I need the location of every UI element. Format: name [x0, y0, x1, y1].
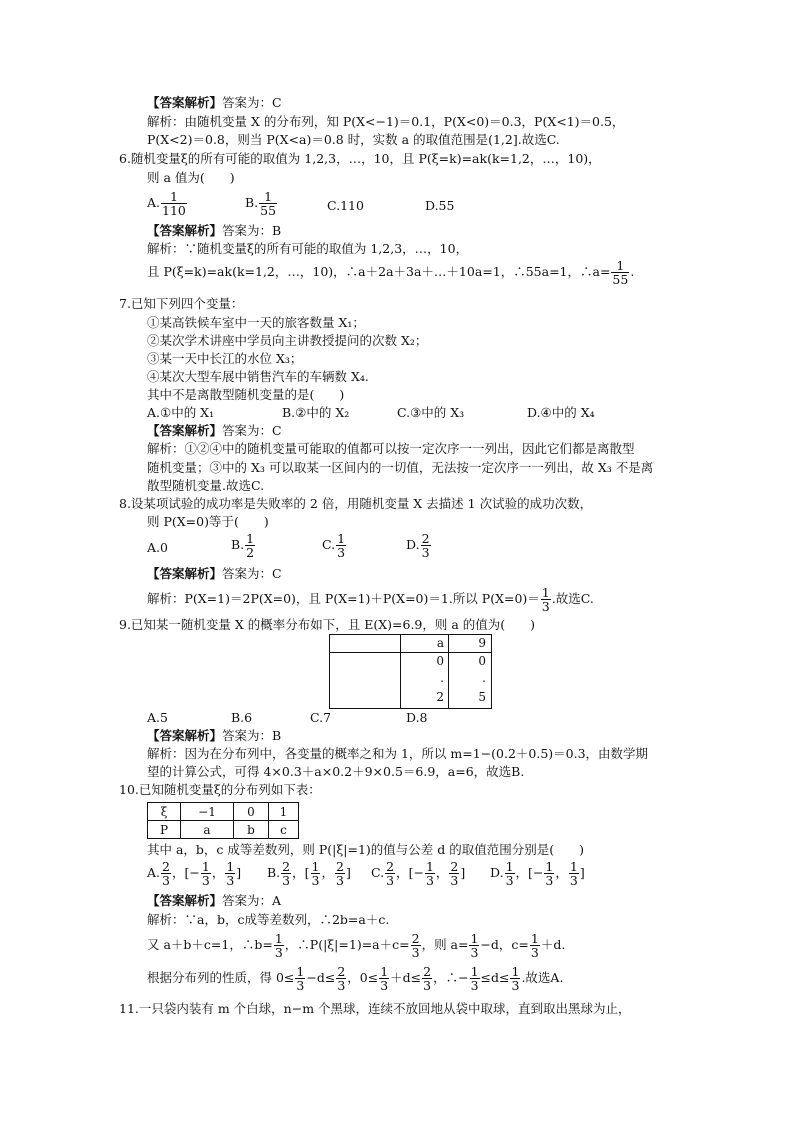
q6-answer: 答案为：B	[222, 223, 282, 238]
q9-opt-c: C.7	[310, 710, 332, 725]
q8-answer: 答案为：C	[222, 566, 282, 581]
table-cell: 1	[269, 803, 299, 821]
q6-opt-b: B. $\frac{1}{55}$	[245, 189, 277, 218]
q8-analysis: 解析：P(X=1)＝2P(X=0)，且 P(X=1)＋P(X=0)＝1.所以 P(X=0)＝ $\frac{1}{3}$ .故选C.	[147, 585, 594, 614]
q11-stem: 11.一只袋内装有 m 个白球，n−m 个黑球，连续不放回地从袋中取球，直到取出黑球为止，	[119, 1001, 631, 1016]
q9-cell: 2	[436, 690, 444, 704]
q9-cell: a	[436, 636, 444, 650]
table-cell: c	[269, 821, 299, 839]
q8-opt-b: B. $\frac{1}{2}$	[231, 531, 255, 560]
q10-stem: 10.已知随机变量ξ的分布列如下表：	[119, 782, 321, 797]
q10-opt-a: A. $\frac{2}{3}$ ，[− $\frac{1}{3}$ ， $\frac{1}{3}$ ]	[147, 859, 242, 888]
q7-item-3: ③某一天中长江的水位 X₃；	[147, 351, 303, 366]
q10-answer-line: 【答案解析】答案为：A	[147, 893, 282, 908]
q10-opt-b: B. $\frac{2}{3}$ ，[ $\frac{1}{3}$ ， $\frac{2}{3}$ ]	[267, 859, 351, 888]
q5-answer: 答案为：C	[222, 95, 282, 110]
q6-analysis-1: 解析：∵随机变量ξ的所有可能的取值为 1,2,3，…，10，	[147, 241, 469, 256]
q5-analysis-2: P(X<2)＝0.8，则当 P(X<a)＝0.8 时，实数 a 的取值范围是(1,2].故选C.	[147, 132, 560, 147]
q9-opt-a: A.5	[147, 710, 168, 725]
q8-answer-line: 【答案解析】答案为：C	[147, 566, 282, 581]
q7-opt-c: C.③中的 X₃	[397, 405, 465, 420]
q9-answer: 答案为：B	[222, 728, 282, 743]
q5-answer-line	[147, 95, 282, 111]
q9-cell: 9	[478, 636, 486, 650]
q10-analysis-2: 又 a＋b＋c=1，∴b= $\frac{1}{3}$ ，∴P(|ξ|=1)=a＋c= $\frac{2}{3}$ ，则 a= $\frac{1}{3}$ −d，c= $\frac{1}{3}$ ＋d.	[147, 931, 566, 960]
q6-opt-c: C.110	[327, 198, 364, 213]
table-cell: 0	[234, 803, 269, 821]
q6-answer-line: 【答案解析】答案为：B	[147, 223, 282, 238]
q9-cell: 0	[436, 654, 444, 668]
q7-analysis-3: 散型随机变量.故选C.	[147, 478, 265, 493]
q9-distribution-table	[329, 634, 492, 709]
q9-cell: 5	[478, 690, 486, 704]
table-cell: b	[234, 821, 269, 839]
q7-question: 其中不是离散型随机变量的是( )	[147, 387, 345, 402]
q8-stem-1: 8.设某项试验的成功率是失败率的 2 倍，用随机变量 X 去描述 1 次试验的成功次数，	[119, 496, 593, 511]
q8-opt-c: C. $\frac{1}{3}$	[322, 531, 346, 560]
table-cell: P	[148, 821, 181, 839]
q10-distribution-table	[147, 802, 299, 839]
q10-analysis-1: 解析：∵a，b，c成等差数列，∴2b=a＋c.	[147, 912, 390, 927]
q6-stem-2: 则 a 值为( )	[147, 170, 235, 185]
q9-answer-line: 【答案解析】答案为：B	[147, 728, 282, 743]
table-cell: −1	[181, 803, 234, 821]
q7-opt-d: D.④中的 X₄	[527, 405, 595, 420]
q7-answer: 答案为：C	[222, 423, 282, 438]
q7-analysis-2: 随机变量；③中的 X₃ 可以取某一区间内的一切值，无法按一定次序一一列出，故 X₃ 不是离	[147, 460, 654, 475]
q9-cell: .	[482, 671, 486, 685]
q9-cell: 0	[478, 654, 486, 668]
q7-item-4: ④某次大型车展中销售汽车的车辆数 X₄.	[147, 369, 369, 384]
q7-stem: 7.已知下列四个变量：	[119, 296, 244, 311]
q5-analysis-1: 解析：由随机变量 X 的分布列，知 P(X<−1)＝0.1，P(X<0)＝0.3，P(X<1)＝0.5，	[147, 114, 625, 129]
q10-answer: 答案为：A	[222, 893, 282, 908]
q6-opt-d: D.55	[425, 198, 455, 213]
q9-analysis-2: 望的计算公式，可得 4×0.3＋a×0.2＋9×0.5＝6.9，a=6，故选B.	[147, 764, 525, 779]
table-cell: a	[181, 821, 234, 839]
q9-analysis-1: 解析：因为在分布列中，各变量的概率之和为 1，所以 m=1−(0.2＋0.5)＝0.3，由数学期	[147, 746, 649, 761]
table-cell: ξ	[148, 803, 181, 821]
q8-stem-2: 则 P(X=0)等于( )	[147, 514, 269, 529]
q10-analysis-3: 根据分布列的性质，得 0≤ $\frac{1}{3}$ −d≤ $\frac{2}{3}$ ，0≤ $\frac{1}{3}$ ＋d≤ $\frac{2}{3}$ ，∴− $\frac{1}{3}$ ≤d≤ $\frac{1}{3}$ .故选A.	[147, 964, 564, 993]
q6-analysis-2: 且 P(ξ=k)=ak(k=1,2，…，10)，∴a＋2a＋3a＋…＋10a=1，∴55a=1，∴a= $\frac{1}{55}$ .	[147, 258, 635, 287]
table-row	[148, 803, 299, 821]
q6-stem-1: 6.随机变量ξ的所有可能的取值为 1,2,3，…，10，且 P(ξ=k)=ak(k=1,2，…，10)，	[119, 151, 601, 166]
q10-opt-c: C. $\frac{2}{3}$ ，[− $\frac{1}{3}$ ， $\frac{2}{3}$ ]	[371, 859, 466, 888]
q7-opt-b: B.②中的 X₂	[282, 405, 350, 420]
q9-stem: 9.已知某一随机变量 X 的概率分布如下，且 E(X)=6.9，则 a 的值为( )	[119, 617, 536, 632]
q6-options	[147, 190, 188, 217]
q7-item-2: ②某次学术讲座中学员向主讲教授提问的次数 X₂；	[147, 333, 428, 348]
q7-opt-a: A.①中的 X₁	[147, 405, 215, 420]
answer-tag: 【答案解析】	[147, 95, 223, 110]
q9-opt-d: D.8	[406, 710, 428, 725]
q10-question: 其中 a，b，c 成等差数列，则 P(|ξ|=1)的值与公差 d 的取值范围分别是( )	[147, 842, 584, 857]
q7-item-1: ①某高铁候车室中一天的旅客数量 X₁；	[147, 315, 365, 330]
table-row	[148, 821, 299, 839]
q10-opt-d: D. $\frac{1}{3}$ ，[− $\frac{1}{3}$ ， $\frac{1}{3}$ ]	[490, 859, 585, 888]
q9-cell: .	[440, 671, 444, 685]
q8-opt-a: A.0	[147, 540, 168, 555]
q8-opt-d: D. $\frac{2}{3}$	[406, 531, 430, 560]
q7-answer-line: 【答案解析】答案为：C	[147, 423, 282, 438]
q6-opt-a: A. $\frac{1}{110}$	[147, 189, 186, 218]
q7-analysis-1: 解析：①②④中的随机变量可能取的值都可以按一定次序一一列出，因此它们都是离散型	[147, 441, 635, 456]
q9-opt-b: B.6	[231, 710, 253, 725]
